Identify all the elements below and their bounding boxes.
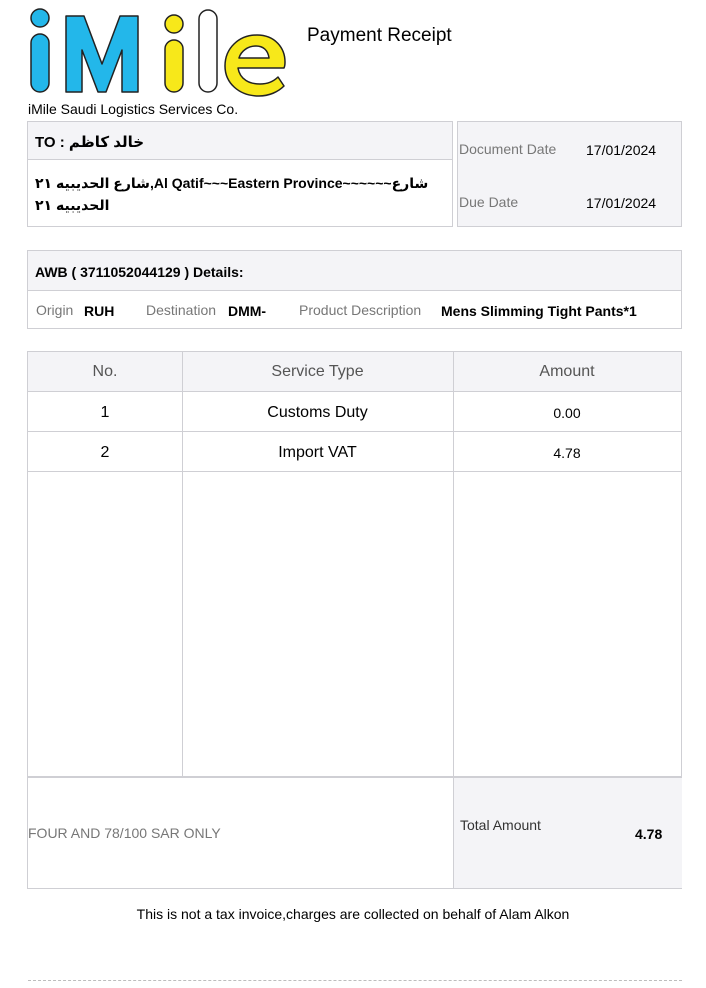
imile-logo xyxy=(26,4,288,100)
row-2-no: 2 xyxy=(100,444,110,461)
footer-note: This is not a tax invoice,charges are collected on behalf of Alam Alkon xyxy=(136,906,570,922)
product-value: Mens Slimming Tight Pants*1 xyxy=(441,303,637,319)
recipient-address-line-1: شارع الحديبيه ٢١,Al Qatif~~~Eastern Province~~~~~~شارع xyxy=(35,175,429,191)
logo-letter-i-1 xyxy=(31,9,49,92)
recipient-box xyxy=(27,121,453,227)
destination-value: DMM- xyxy=(228,303,267,319)
amount-in-words: FOUR AND 78/100 SAR ONLY xyxy=(28,825,221,841)
logo-letter-m xyxy=(66,16,138,92)
header-service-type: Service Type xyxy=(271,363,364,380)
logo-letter-l xyxy=(199,10,217,92)
company-name: iMile Saudi Logistics Services Co. xyxy=(28,101,239,117)
product-label: Product Description xyxy=(299,302,422,318)
row-1-service: Customs Duty xyxy=(267,404,368,421)
due-date-value: 17/01/2024 xyxy=(586,195,657,211)
dashed-divider xyxy=(28,980,682,981)
header-no: No. xyxy=(92,363,118,380)
document-date-label: Document Date xyxy=(459,141,557,157)
row-1-amount: 0.00 xyxy=(553,405,581,421)
document-title: Payment Receipt xyxy=(307,25,452,46)
logo-letter-e xyxy=(225,35,285,96)
row-2-amount: 4.78 xyxy=(553,445,581,461)
total-amount-value: 4.78 xyxy=(635,826,663,842)
destination-label: Destination xyxy=(146,302,217,318)
row-1-no: 1 xyxy=(100,404,110,421)
dates-box xyxy=(457,121,682,227)
origin-label: Origin xyxy=(36,302,74,318)
recipient-address-line-2: الحديبيه ٢١ xyxy=(35,197,110,213)
document-date-value: 17/01/2024 xyxy=(586,142,657,158)
total-amount-label: Total Amount xyxy=(460,817,541,833)
row-2-service: Import VAT xyxy=(278,444,357,461)
origin-value: RUH xyxy=(84,303,115,319)
awb-box xyxy=(27,250,682,329)
services-table xyxy=(27,351,682,777)
totals-box xyxy=(27,777,682,889)
due-date-label: Due Date xyxy=(459,194,519,210)
recipient-name: TO : خالد كاظم xyxy=(35,134,145,151)
logo-letter-i-2 xyxy=(165,15,183,92)
header-amount: Amount xyxy=(539,363,595,380)
awb-title: AWB ( 3711052044129 ) Details: xyxy=(35,264,244,280)
